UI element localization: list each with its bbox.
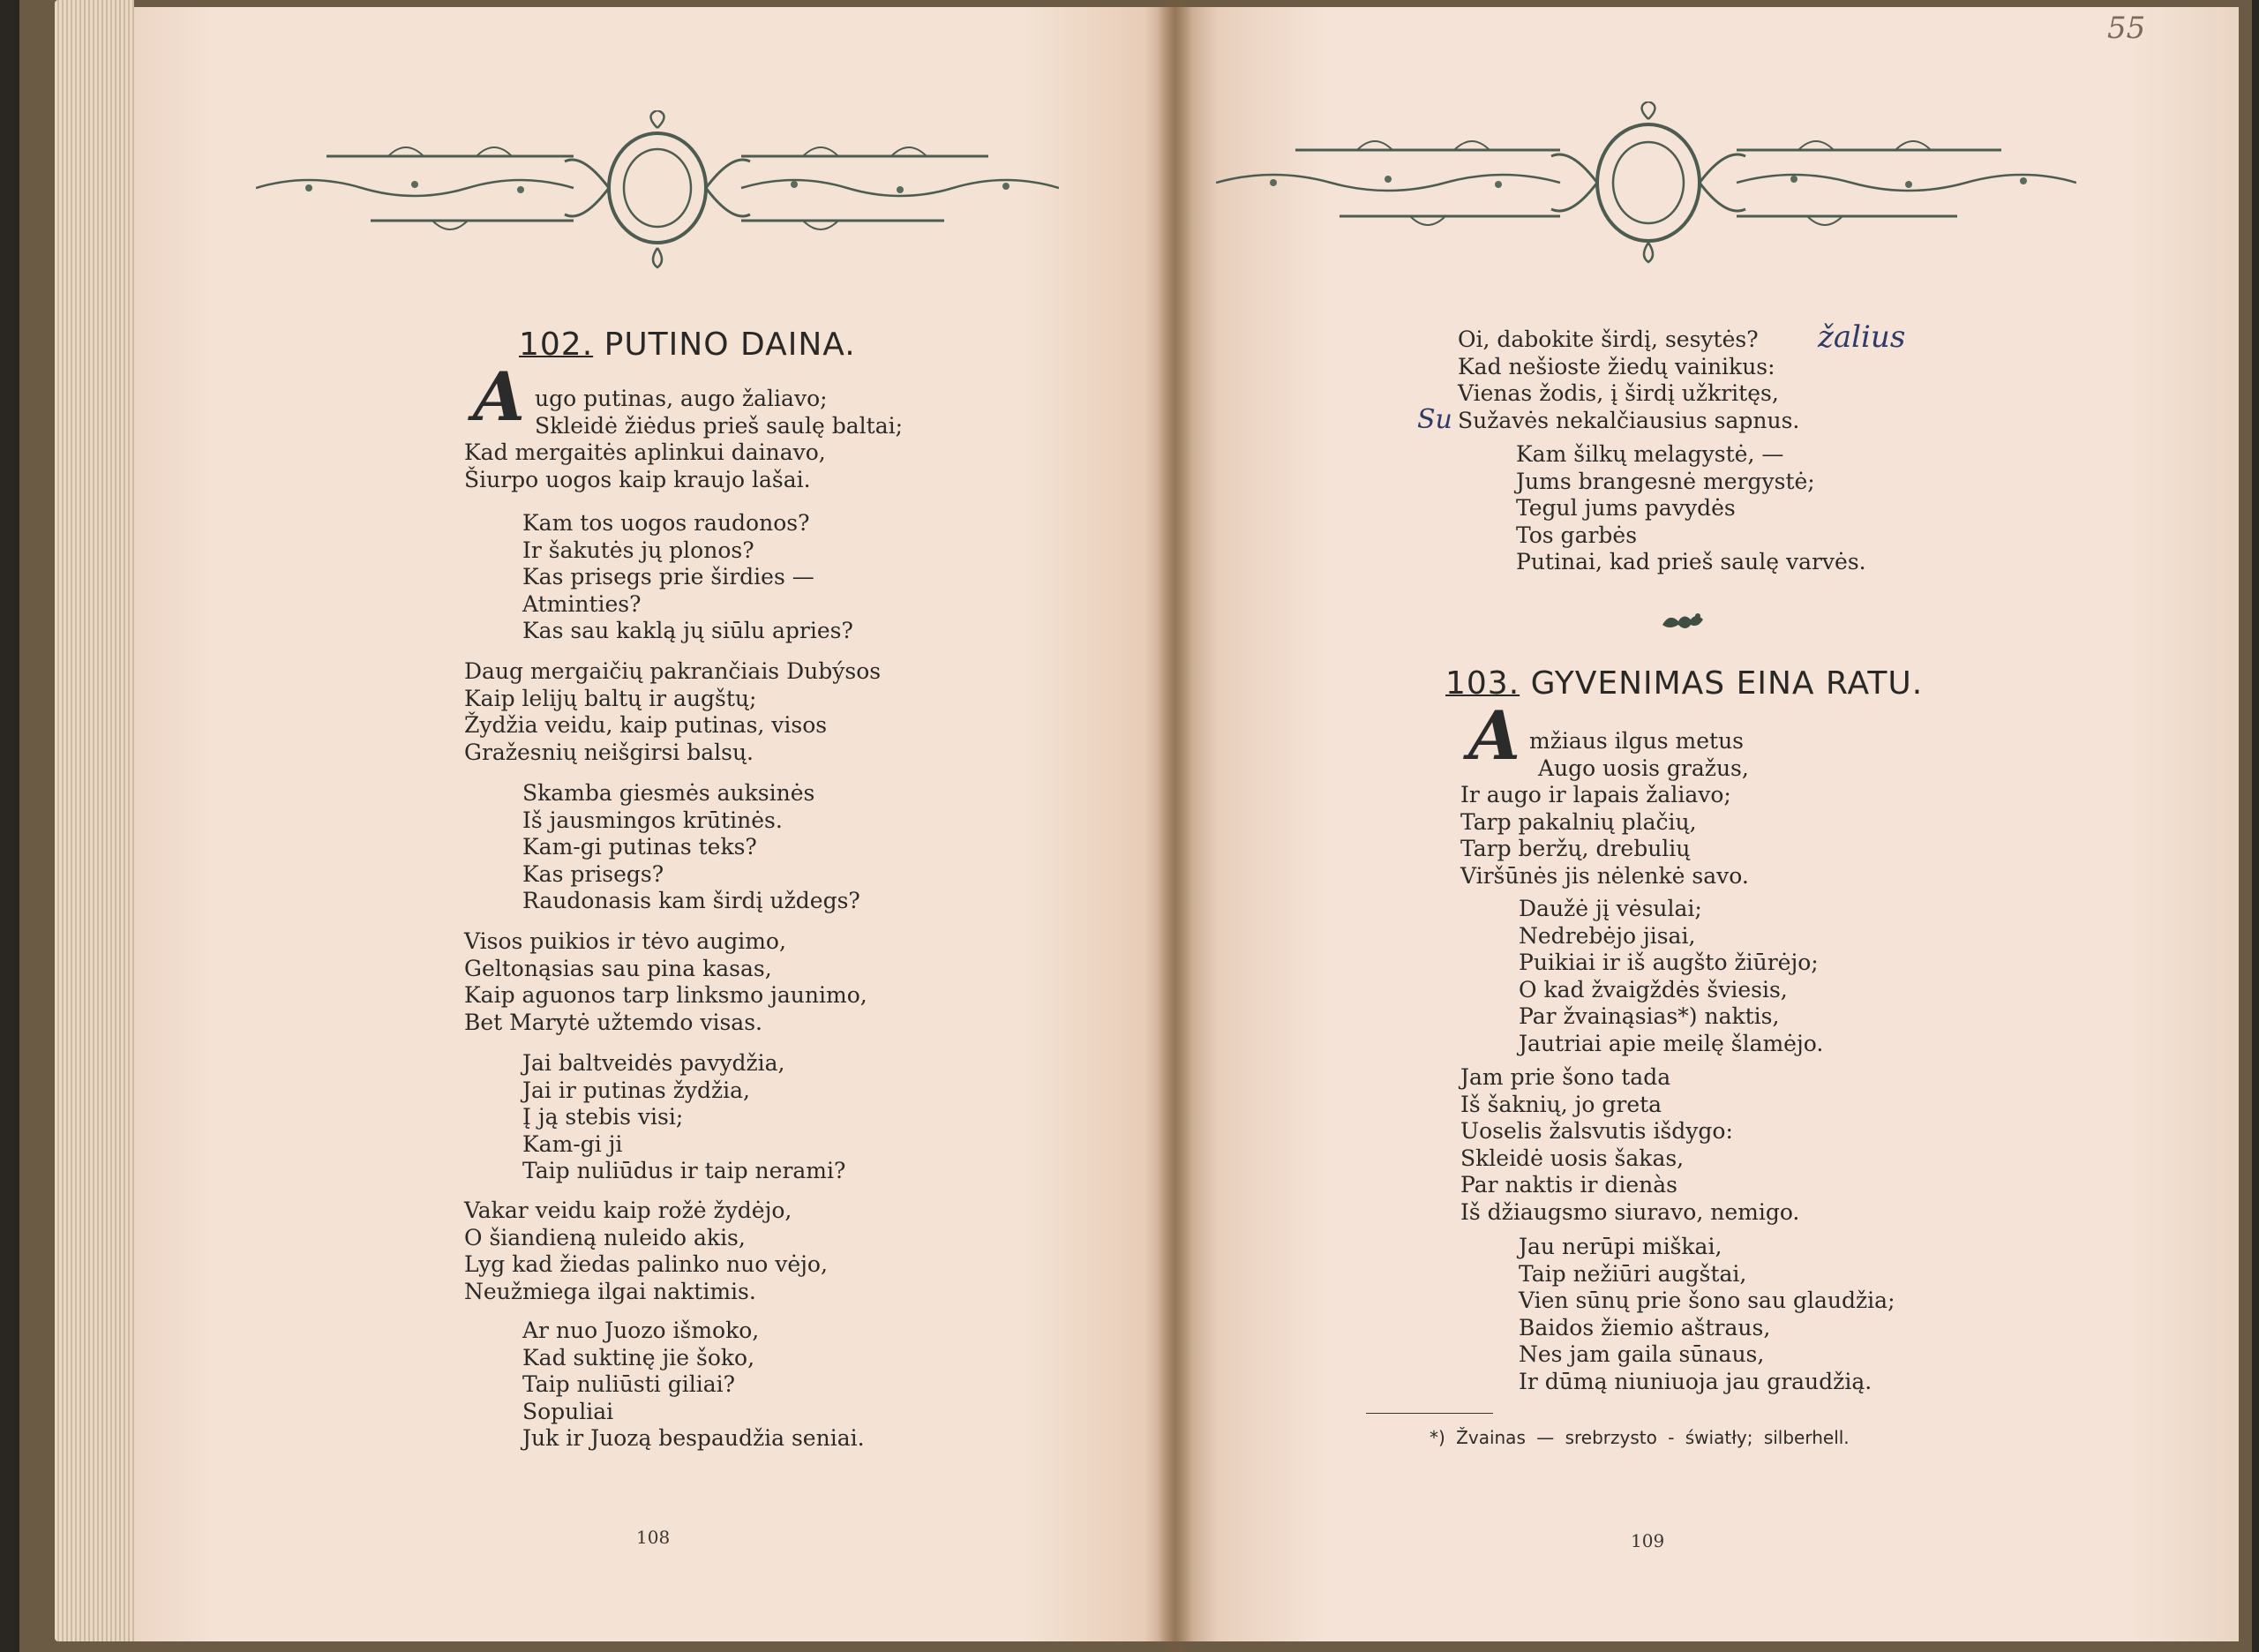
stanza xyxy=(1458,327,1799,434)
left-header-ornament xyxy=(256,110,1059,269)
verse-line: Kad mergaitės aplinkui dainavo, xyxy=(464,439,826,466)
verse-line: Bet Marytė užtemdo visas. xyxy=(464,1009,762,1035)
page-edges xyxy=(55,0,134,1641)
stanza xyxy=(1519,1234,1895,1396)
verse-line: Kas prisegs? xyxy=(522,860,664,887)
verse-line: Lyg kad žiedas palinko nuo vėjo, xyxy=(464,1251,828,1278)
verse-line: Šiurpo uogos kaip kraujo lašai. xyxy=(464,466,811,492)
verse-line: Daug mergaičių pakrančiais Dubýsos xyxy=(464,658,882,684)
stanza xyxy=(522,1050,845,1185)
poem-number: 103. xyxy=(1445,665,1520,702)
verse-line: Iš jausmingos krūtinės. xyxy=(522,807,783,833)
verse-line: O kad žvaigždės šviesis, xyxy=(1519,976,1788,1002)
poem-title-102 xyxy=(519,327,856,363)
stanza xyxy=(464,658,881,766)
verse-line: Viršūnės jis nėlenkė savo. xyxy=(1460,862,1749,889)
verse-line: Gražesnių neišgirsi balsų. xyxy=(464,739,754,765)
footnote-divider xyxy=(1366,1413,1493,1414)
stanza xyxy=(1519,896,1823,1058)
verse-line: Putinai, kad prieš saulę varvės. xyxy=(1516,549,1866,575)
verse-line: Tarp pakalnių plačių, xyxy=(1460,808,1697,835)
poem-title-text: PUTINO DAINA. xyxy=(604,327,856,363)
verse-line: Neužmiega ilgai naktimis. xyxy=(464,1278,756,1304)
verse-line: Uoselis žalsvutis išdygo: xyxy=(1460,1118,1733,1145)
verse-line: Puikiai ir iš augšto žiūrėjo; xyxy=(1519,950,1819,976)
verse-line: Tarp beržų, drebulių xyxy=(1460,836,1691,862)
verse-line: Jau nerūpi miškai, xyxy=(1519,1234,1722,1259)
verse-line: Tos garbės xyxy=(1516,522,1638,548)
verse-line: ugo putinas, augo žaliavo; xyxy=(535,386,828,411)
verse-line: Par žvainąsias*) naktis, xyxy=(1519,1003,1780,1030)
drop-cap: A xyxy=(473,357,525,436)
verse-line: Visos puikios ir tėvo augimo, xyxy=(464,928,786,954)
verse-line: Augo uosis gražus, xyxy=(1538,755,1749,781)
verse-line: Skleidė žiėdus prieš saulę baltai; xyxy=(535,412,904,439)
verse-line: Kaip lelijų baltų ir augštų; xyxy=(464,685,757,711)
verse-line: Jautriai apie meilę šlamėjo. xyxy=(1519,1030,1824,1056)
verse-line: O šiandieną nuleido akis, xyxy=(464,1224,746,1250)
page-number-right: 109 xyxy=(1631,1530,1665,1551)
verse-line: Kaip aguonos tarp linksmo jaunimo, xyxy=(464,982,867,1009)
verse-line: Iš šaknių, jo greta xyxy=(1460,1091,1662,1117)
verse-line: Iš džiaugsmo siuravo, nemigo. xyxy=(1460,1198,1800,1225)
verse-line: Sužavės nekalčiausius sapnus. xyxy=(1458,407,1800,433)
verse-line: Baidos žiemio aštraus, xyxy=(1519,1314,1771,1340)
verse-line: Daužė jį vėsulai; xyxy=(1519,896,1702,921)
verse-line: Ir šakutės jų plonos? xyxy=(522,537,754,563)
drop-cap: A xyxy=(1468,696,1520,775)
stanza xyxy=(464,928,867,1036)
stanza xyxy=(522,1318,865,1453)
stanza xyxy=(1460,1064,1799,1227)
verse-line: Žydžia veidu, kaip putinas, visos xyxy=(464,712,828,739)
stanza xyxy=(1460,728,1749,890)
verse-line: Taip nuliūsti giliai? xyxy=(522,1371,735,1398)
verse-line: Į ją stebis visi; xyxy=(522,1104,684,1130)
verse-line: Nedrebėjo jisai, xyxy=(1519,922,1696,949)
right-header-ornament xyxy=(1216,101,2076,265)
verse-line: Skamba giesmės auksinės xyxy=(522,780,815,806)
verse-line: Kas sau kaklą jų siūlu apries? xyxy=(522,618,853,644)
verse-line: Kas prisegs prie širdies — xyxy=(522,564,814,590)
verse-line: Oi, dabokite širdį, sesytės? xyxy=(1458,327,1759,352)
verse-line: Vien sūnų prie šono sau glaudžia; xyxy=(1519,1288,1895,1314)
verse-line: Nes jam gaila sūnaus, xyxy=(1519,1341,1765,1368)
verse-line: Jums brangesnė mergystė; xyxy=(1516,468,1815,494)
verse-line: Taip nuliūdus ir taip nerami? xyxy=(522,1158,846,1184)
verse-line: Sopuliai xyxy=(522,1398,614,1424)
handwritten-note: Su xyxy=(1417,404,1452,435)
verse-line: Geltonąsias sau pina kasas, xyxy=(464,955,772,981)
verse-line: Kam-gi ji xyxy=(522,1130,623,1157)
verse-line: mžiaus ilgus metus xyxy=(1529,728,1745,754)
poem-number: 102. xyxy=(519,327,594,363)
verse-line: Juk ir Juozą bespaudžia seniai. xyxy=(522,1425,865,1452)
verse-line: Kam šilkų melagystė, — xyxy=(1516,441,1784,467)
footnote: *) Žvainas — srebrzysto - światły; silberhell. xyxy=(1430,1427,1850,1448)
verse-line: Skleidė uosis šakas, xyxy=(1460,1145,1685,1171)
verse-line: Tegul jums pavydės xyxy=(1516,495,1736,522)
verse-line: Par naktis ir dienàs xyxy=(1460,1172,1677,1198)
verse-line: Kad suktinę jie šoko, xyxy=(522,1344,755,1370)
handwritten-page-mark: 55 xyxy=(2107,11,2146,46)
verse-line: Ir dūmą niuniuoja jau graudžią. xyxy=(1519,1368,1872,1394)
verse-line: Jam prie šono tada xyxy=(1460,1064,1671,1090)
handwritten-note: žalius xyxy=(1818,319,1906,355)
poem-title-text: GYVENIMAS EINA RATU. xyxy=(1530,665,1924,702)
verse-line: Kad nešioste žiedų vainikus: xyxy=(1458,353,1775,379)
verse-line: Ir augo ir lapais žaliavo; xyxy=(1460,782,1731,808)
verse-line: Vienas žodis, į širdį užkritęs, xyxy=(1458,380,1779,407)
verse-line: Jai baltveidės pavydžia, xyxy=(522,1050,785,1076)
stanza xyxy=(522,510,853,645)
verse-line: Jai ir putinas žydžia, xyxy=(522,1077,751,1103)
section-fleuron-icon xyxy=(1659,609,1708,637)
verse-line: Raudonasis kam širdį uždegs? xyxy=(522,888,860,914)
verse-line: Ar nuo Juozo išmoko, xyxy=(522,1318,760,1343)
stanza xyxy=(1516,441,1866,576)
stanza xyxy=(464,386,903,493)
stanza xyxy=(522,780,860,915)
verse-line: Kam-gi putinas teks? xyxy=(522,834,757,860)
verse-line: Taip nežiūri augštai, xyxy=(1519,1260,1747,1287)
verse-line: Vakar veidu kaip rožė žydėjo, xyxy=(464,1198,792,1223)
verse-line: Atminties? xyxy=(522,590,642,617)
verse-line: Kam tos uogos raudonos? xyxy=(522,510,810,536)
page-number-left: 108 xyxy=(636,1527,671,1548)
book-gutter xyxy=(1158,0,1193,1652)
stanza xyxy=(464,1198,828,1305)
